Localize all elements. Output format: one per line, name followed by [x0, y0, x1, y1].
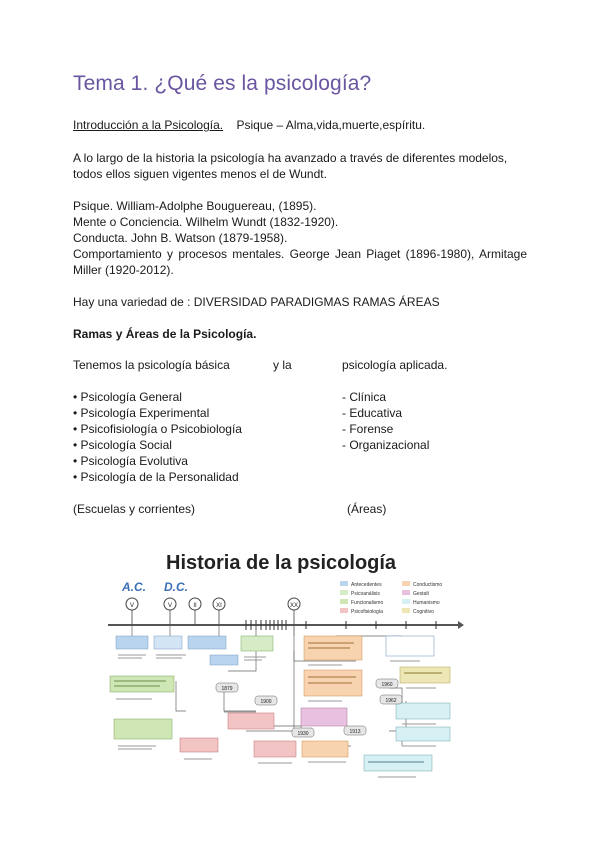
paragraph-1-line-2: todos ellos siguen vigentes menos el de Wundt.	[73, 167, 327, 181]
model-line: Mente o Conciencia. Wilhelm Wundt (1832-1920).	[73, 215, 339, 229]
infographic-canvas	[106, 541, 466, 789]
legend-swatch	[402, 581, 410, 586]
school-box	[301, 708, 347, 726]
school-box	[396, 727, 450, 741]
basic-list-item: • Psicología General	[73, 390, 182, 404]
era-box	[116, 636, 148, 649]
school-box	[396, 703, 450, 719]
legend-label: Conductismo	[413, 582, 443, 588]
legend-swatch	[340, 590, 348, 595]
century-marker-label: V	[129, 603, 135, 609]
model-line: Miller (1920-2012).	[73, 263, 174, 277]
legend-label: Humanismo	[413, 600, 440, 606]
psychology-history-infographic	[106, 541, 466, 789]
legend-label: Psicoanálisis	[351, 591, 380, 597]
era-box	[241, 636, 273, 651]
variety-line: Hay una variedad de : DIVERSIDAD PARADIGMAS RAMAS ÁREAS	[73, 295, 440, 309]
school-box	[302, 741, 348, 757]
basic-psychology-label: Tenemos la psicología básica	[73, 358, 230, 372]
applied-list-item: - Forense	[342, 422, 394, 436]
legend-swatch	[402, 599, 410, 604]
year-badge-label: 1962	[385, 698, 397, 704]
section-heading: Ramas y Áreas de la Psicología.	[73, 327, 257, 341]
era-ac-label: A.C.	[122, 580, 146, 594]
and-label: y la	[273, 358, 292, 372]
school-box	[386, 636, 434, 656]
basic-list-item: • Psicología Social	[73, 438, 172, 452]
century-marker-label: XI	[216, 603, 222, 609]
school-box	[114, 719, 172, 739]
intro-text: Psique – Alma,vida,muerte,espíritu.	[236, 118, 426, 132]
era-box	[210, 655, 238, 665]
legend-label: Psicofisiología	[351, 609, 383, 615]
legend-swatch	[340, 599, 348, 604]
intro-heading: Introducción a la Psicología.	[73, 118, 224, 132]
year-badge-label: 1879	[221, 686, 233, 692]
year-badge-label: 1913	[349, 729, 361, 735]
basic-list-item: • Psicología Evolutiva	[73, 454, 188, 468]
basic-list-item: • Psicofisiología o Psicobiología	[73, 422, 242, 436]
school-box	[180, 738, 218, 752]
basic-list-item: • Psicología Experimental	[73, 406, 210, 420]
century-marker-label: II	[193, 603, 197, 609]
century-marker-label: XX	[289, 603, 299, 609]
legend-label: Antecedentes	[351, 582, 382, 588]
page-title: Tema 1. ¿Qué es la psicología?	[73, 72, 372, 95]
legend-swatch	[340, 581, 348, 586]
legend-swatch	[402, 608, 410, 613]
infographic-title: Historia de la psicología	[166, 552, 397, 574]
school-box	[364, 755, 432, 771]
legend-swatch	[402, 590, 410, 595]
legend-label: Cognitivo	[413, 609, 434, 615]
schools-label: (Escuelas y corrientes)	[73, 502, 196, 516]
intro-line	[73, 117, 425, 133]
year-badge-label: 1960	[381, 682, 393, 688]
model-line: Comportamiento y procesos mentales. George Jean Piaget (1896-1980), Armitage	[73, 247, 527, 261]
year-badge-label: 1930	[297, 731, 309, 737]
school-box	[400, 667, 450, 683]
applied-list-item: - Educativa	[342, 406, 403, 420]
year-badge-label: 1900	[260, 699, 272, 705]
paragraph-1-line-1: A lo largo de la historia la psicología ha avanzado a través de diferentes modelos,	[73, 151, 508, 165]
era-dc-label: D.C.	[164, 580, 188, 594]
model-line: Psique. William-Adolphe Bouguereau, (1895).	[73, 199, 317, 213]
school-box	[110, 676, 174, 692]
school-box	[254, 741, 296, 757]
legend-label: Funcionalismo	[351, 600, 384, 606]
era-box	[154, 636, 182, 649]
legend-label: Gestalt	[413, 591, 429, 597]
era-box	[188, 636, 226, 649]
basic-list-item: • Psicología de la Personalidad	[73, 470, 239, 484]
model-line: Conducta. John B. Watson (1879-1958).	[73, 231, 288, 245]
legend-swatch	[340, 608, 348, 613]
areas-label: (Áreas)	[347, 502, 387, 516]
applied-list-item: - Organizacional	[342, 438, 430, 452]
applied-list-item: - Clínica	[342, 390, 387, 404]
school-box	[228, 713, 274, 729]
century-marker-label: V	[167, 603, 173, 609]
applied-psychology-label: psicología aplicada.	[342, 358, 448, 372]
